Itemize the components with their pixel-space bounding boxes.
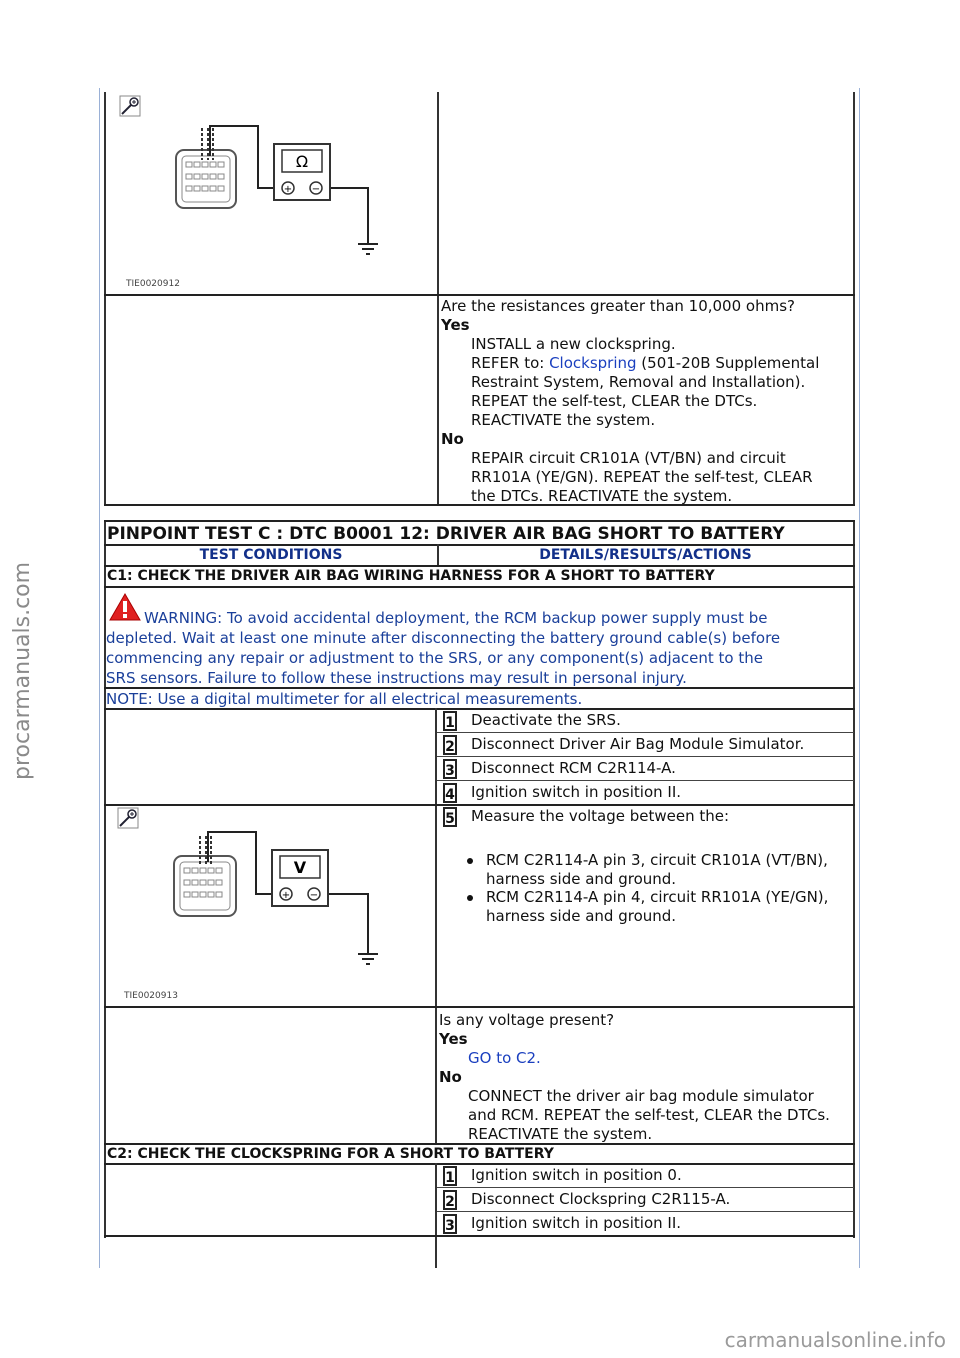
figure-1-svg bbox=[106, 94, 436, 292]
header-test-conditions: TEST CONDITIONS bbox=[199, 547, 343, 563]
connector-icon bbox=[176, 128, 236, 208]
step-number: 2 bbox=[443, 735, 457, 755]
row-divider-1 bbox=[437, 732, 854, 733]
figure-2-label: TIE0020913 bbox=[124, 991, 178, 1001]
ground-icon bbox=[358, 244, 378, 254]
plus-sign: + bbox=[283, 184, 293, 195]
top-yes-line1: INSTALL a new clockspring. bbox=[471, 335, 676, 353]
top-no-line3: the DTCs. REACTIVATE the system. bbox=[471, 487, 733, 505]
table-border-right bbox=[853, 92, 855, 506]
go-to-c2-link[interactable]: GO to C2. bbox=[468, 1049, 541, 1067]
c2-row-divider-2 bbox=[437, 1211, 854, 1212]
minus-sign: − bbox=[309, 890, 319, 901]
row-divider-3 bbox=[437, 780, 854, 781]
side-watermark: procarmanuals.com bbox=[10, 561, 35, 780]
pinpoint-border-top bbox=[104, 520, 855, 522]
step-number: 5 bbox=[443, 807, 457, 827]
note-text: NOTE: Use a digital multimeter for all electrical measurements. bbox=[106, 690, 583, 708]
step-number: 2 bbox=[443, 1190, 457, 1210]
row-divider-2 bbox=[437, 756, 854, 757]
ground-icon bbox=[358, 954, 378, 964]
step-number: 3 bbox=[443, 1214, 457, 1234]
top-yes-refer-line2: Restraint System, Removal and Installation). bbox=[471, 373, 806, 391]
top-no-line2: RR101A (YE/GN). REPEAT the self-test, CLEAR bbox=[471, 468, 813, 486]
c1-step-5: Measure the voltage between the: bbox=[471, 807, 730, 825]
c1-step-4: Ignition switch in position II. bbox=[471, 783, 682, 801]
connector-icon bbox=[174, 836, 236, 916]
top-yes-label: Yes bbox=[441, 316, 470, 334]
step-number: 4 bbox=[443, 783, 457, 803]
c1-step-2: Disconnect Driver Air Bag Module Simulator. bbox=[471, 735, 805, 753]
warning-line2: depleted. Wait at least one minute after disconnecting the battery ground cable(s) before bbox=[106, 629, 781, 647]
plus-sign: + bbox=[281, 890, 291, 901]
divider-c2-title bbox=[104, 1163, 855, 1165]
divider-c1 bbox=[104, 586, 855, 588]
top-question: Are the resistances greater than 10,000 ohms? bbox=[441, 297, 795, 315]
c1-bullet-1-line1: RCM C2R114-A pin 3, circuit CR101A (VT/BN), bbox=[486, 851, 828, 869]
pinpoint-title: PINPOINT TEST C : DTC B0001 12: DRIVER AIR BAG SHORT TO BATTERY bbox=[107, 524, 785, 544]
c1-step-3: Disconnect RCM C2R114-A. bbox=[471, 759, 676, 777]
c1-bullet-2-line1: RCM C2R114-A pin 4, circuit RR101A (YE/GN), bbox=[486, 888, 829, 906]
bullet-dot bbox=[467, 858, 473, 864]
c2-step-2: Disconnect Clockspring C2R115-A. bbox=[471, 1190, 731, 1208]
table-row-divider bbox=[104, 294, 855, 296]
c1-question: Is any voltage present? bbox=[439, 1011, 615, 1029]
right-margin-rule bbox=[859, 88, 860, 1268]
step-number: 1 bbox=[443, 1166, 457, 1186]
c2-row-divider-3 bbox=[104, 1235, 855, 1237]
c1-no-line1: CONNECT the driver air bag module simulator bbox=[468, 1087, 814, 1105]
c1-bullet-1-line2: harness side and ground. bbox=[486, 870, 677, 888]
warning-line3: commencing any repair or adjustment to the SRS, or any component(s) adjacent to the bbox=[106, 649, 763, 667]
c1-yes-label: Yes bbox=[439, 1030, 468, 1048]
step-number: 1 bbox=[443, 711, 457, 731]
figure-1-label: TIE0020912 bbox=[126, 279, 180, 289]
step-number: 3 bbox=[443, 759, 457, 779]
figure-2-svg bbox=[106, 806, 434, 1004]
c1-title: C1: CHECK THE DRIVER AIR BAG WIRING HARNESS FOR A SHORT TO BATTERY bbox=[107, 568, 715, 584]
warning-line4: SRS sensors. Failure to follow these instructions may result in personal injury. bbox=[106, 669, 687, 687]
header-details: DETAILS/RESULTS/ACTIONS bbox=[539, 547, 752, 563]
top-yes-line3: REPEAT the self-test, CLEAR the DTCs. bbox=[471, 392, 758, 410]
magnify-plus-icon[interactable] bbox=[118, 808, 138, 828]
pinpoint-border-right bbox=[853, 520, 855, 1238]
top-yes-line4: REACTIVATE the system. bbox=[471, 411, 656, 429]
figure-voltage-measurement bbox=[106, 806, 434, 1004]
c1-mid-border bbox=[435, 708, 437, 1145]
refer-rest: (501-20B Supplemental bbox=[636, 354, 820, 372]
c2-step-1: Ignition switch in position 0. bbox=[471, 1166, 682, 1184]
top-no-label: No bbox=[441, 430, 464, 448]
bottom-watermark: carmanualsonline.info bbox=[724, 1328, 946, 1352]
divider-warning bbox=[104, 687, 855, 689]
c1-bullet-2-line2: harness side and ground. bbox=[486, 907, 677, 925]
voltmeter-icon bbox=[272, 850, 328, 906]
warning-icon bbox=[108, 592, 142, 626]
table-border-mid bbox=[437, 92, 439, 506]
c1-no-label: No bbox=[439, 1068, 462, 1086]
clockspring-link[interactable]: Clockspring bbox=[549, 354, 637, 372]
minus-sign: − bbox=[311, 184, 321, 195]
figure-resistance-measurement bbox=[106, 94, 436, 292]
header-mid-border bbox=[437, 544, 439, 566]
warning-line1: WARNING: To avoid accidental deployment, the RCM backup power supply must be bbox=[144, 609, 768, 627]
c1-step-1: Deactivate the SRS. bbox=[471, 711, 621, 729]
bullet-dot bbox=[467, 895, 473, 901]
left-margin-rule bbox=[99, 88, 100, 1268]
divider-c1-figure bbox=[104, 1006, 855, 1008]
c1-no-line2: and RCM. REPEAT the self-test, CLEAR the DTCs. bbox=[468, 1106, 830, 1124]
top-yes-refer bbox=[471, 354, 819, 373]
magnify-plus-icon[interactable] bbox=[120, 96, 140, 116]
refer-prefix: REFER to: bbox=[471, 354, 550, 372]
c2-mid-border bbox=[435, 1163, 437, 1268]
top-no-line1: REPAIR circuit CR101A (VT/BN) and circuit bbox=[471, 449, 786, 467]
c2-title: C2: CHECK THE CLOCKSPRING FOR A SHORT TO BATTERY bbox=[107, 1146, 554, 1162]
meter-symbol: Ω bbox=[295, 152, 309, 171]
ohmmeter-icon bbox=[274, 144, 330, 200]
c2-row-divider-1 bbox=[437, 1187, 854, 1188]
divider-note bbox=[104, 708, 855, 710]
meter-symbol: V bbox=[293, 858, 307, 877]
c2-step-3: Ignition switch in position II. bbox=[471, 1214, 682, 1232]
c1-no-line3: REACTIVATE the system. bbox=[468, 1125, 653, 1143]
